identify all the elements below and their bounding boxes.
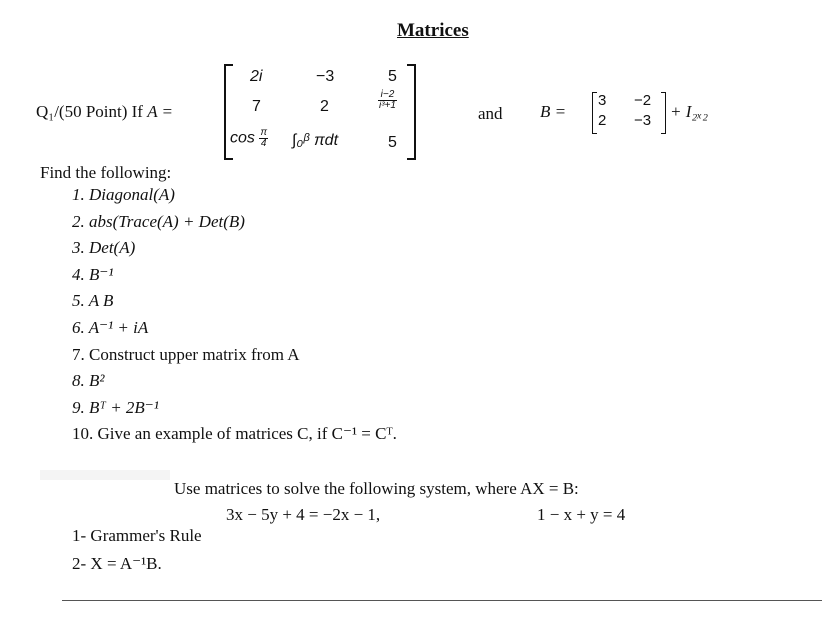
matrix-a-cell-r3c1 xyxy=(230,128,268,149)
and-label: and xyxy=(478,104,503,123)
question-label xyxy=(36,102,173,122)
matrix-b-cell-r2c2: −3 xyxy=(634,112,652,129)
b-equals: B = xyxy=(540,102,567,121)
r3c1-denominator: 4 xyxy=(260,138,267,149)
list-item: 9. Bᵀ + 2B⁻¹ xyxy=(72,397,159,417)
r3c1-numerator: π xyxy=(260,127,268,138)
matrix-a-cell-r1c1: 2i xyxy=(250,68,263,85)
matrix-a-cell-r2c1: 7 xyxy=(252,98,261,115)
matrix-a-cell-r2c2: 2 xyxy=(320,98,329,115)
system-intro: Use matrices to solve the following system, where AX = B: xyxy=(174,479,579,498)
matrix-b-right-bracket xyxy=(661,92,666,134)
matrix-a-cell-r1c2: −3 xyxy=(316,68,335,85)
list-item: 7. Construct upper matrix from A xyxy=(72,344,300,364)
matrix-a-right-bracket xyxy=(407,64,416,160)
system-equation-1: 3x − 5y + 4 = −2x − 1, xyxy=(226,505,381,524)
matrix-b-cell-r1c1: 3 xyxy=(598,92,607,109)
a-equals: A = xyxy=(147,102,174,121)
list-item: 5. A B xyxy=(72,291,114,311)
page-title: Matrices xyxy=(397,20,469,41)
list-item: 3. Det(A) xyxy=(72,238,136,258)
list-item: 8. B² xyxy=(72,371,105,391)
r2c3-denominator: i³+1 xyxy=(379,100,396,111)
method-2: 2- X = A⁻¹B. xyxy=(72,554,162,573)
method-1: 1- Grammer's Rule xyxy=(72,526,202,545)
matrix-b xyxy=(592,92,666,134)
matrix-b-cell-r1c2: −2 xyxy=(634,92,652,109)
list-item: 4. B⁻¹ xyxy=(72,264,114,284)
system-equation-2: 1 − x + y = 4 xyxy=(537,505,626,524)
matrix-a-cell-r2c3 xyxy=(378,90,397,111)
list-item: 10. Give an example of matrices C, if C⁻¹ = Cᵀ. xyxy=(72,424,397,444)
list-item: 1. Diagonal(A) xyxy=(72,185,175,204)
matrix-b-left-bracket xyxy=(592,92,597,134)
plus-identity: + I₂ₓ₂ xyxy=(670,102,709,121)
task-list xyxy=(72,182,397,448)
list-item: 6. A⁻¹ + iA xyxy=(72,317,149,337)
scan-artifact xyxy=(40,470,170,480)
matrix-a-cell-r3c3: 5 xyxy=(388,134,397,151)
question-prefix: Q₁/(50 Point) If xyxy=(36,102,148,121)
bottom-divider xyxy=(62,600,822,601)
matrix-a-cell-r3c2: ∫₀ᵝ πdt xyxy=(292,132,339,149)
matrix-a xyxy=(224,64,416,156)
matrix-b-cell-r2c1: 2 xyxy=(598,112,607,129)
cos-label: cos xyxy=(230,129,255,147)
matrix-a-cell-r1c3: 5 xyxy=(388,68,397,85)
list-item: 2. abs(Trace(A) + Det(B) xyxy=(72,211,245,231)
r2c3-numerator: i−2 xyxy=(378,90,397,101)
find-label: Find the following: xyxy=(40,163,172,182)
